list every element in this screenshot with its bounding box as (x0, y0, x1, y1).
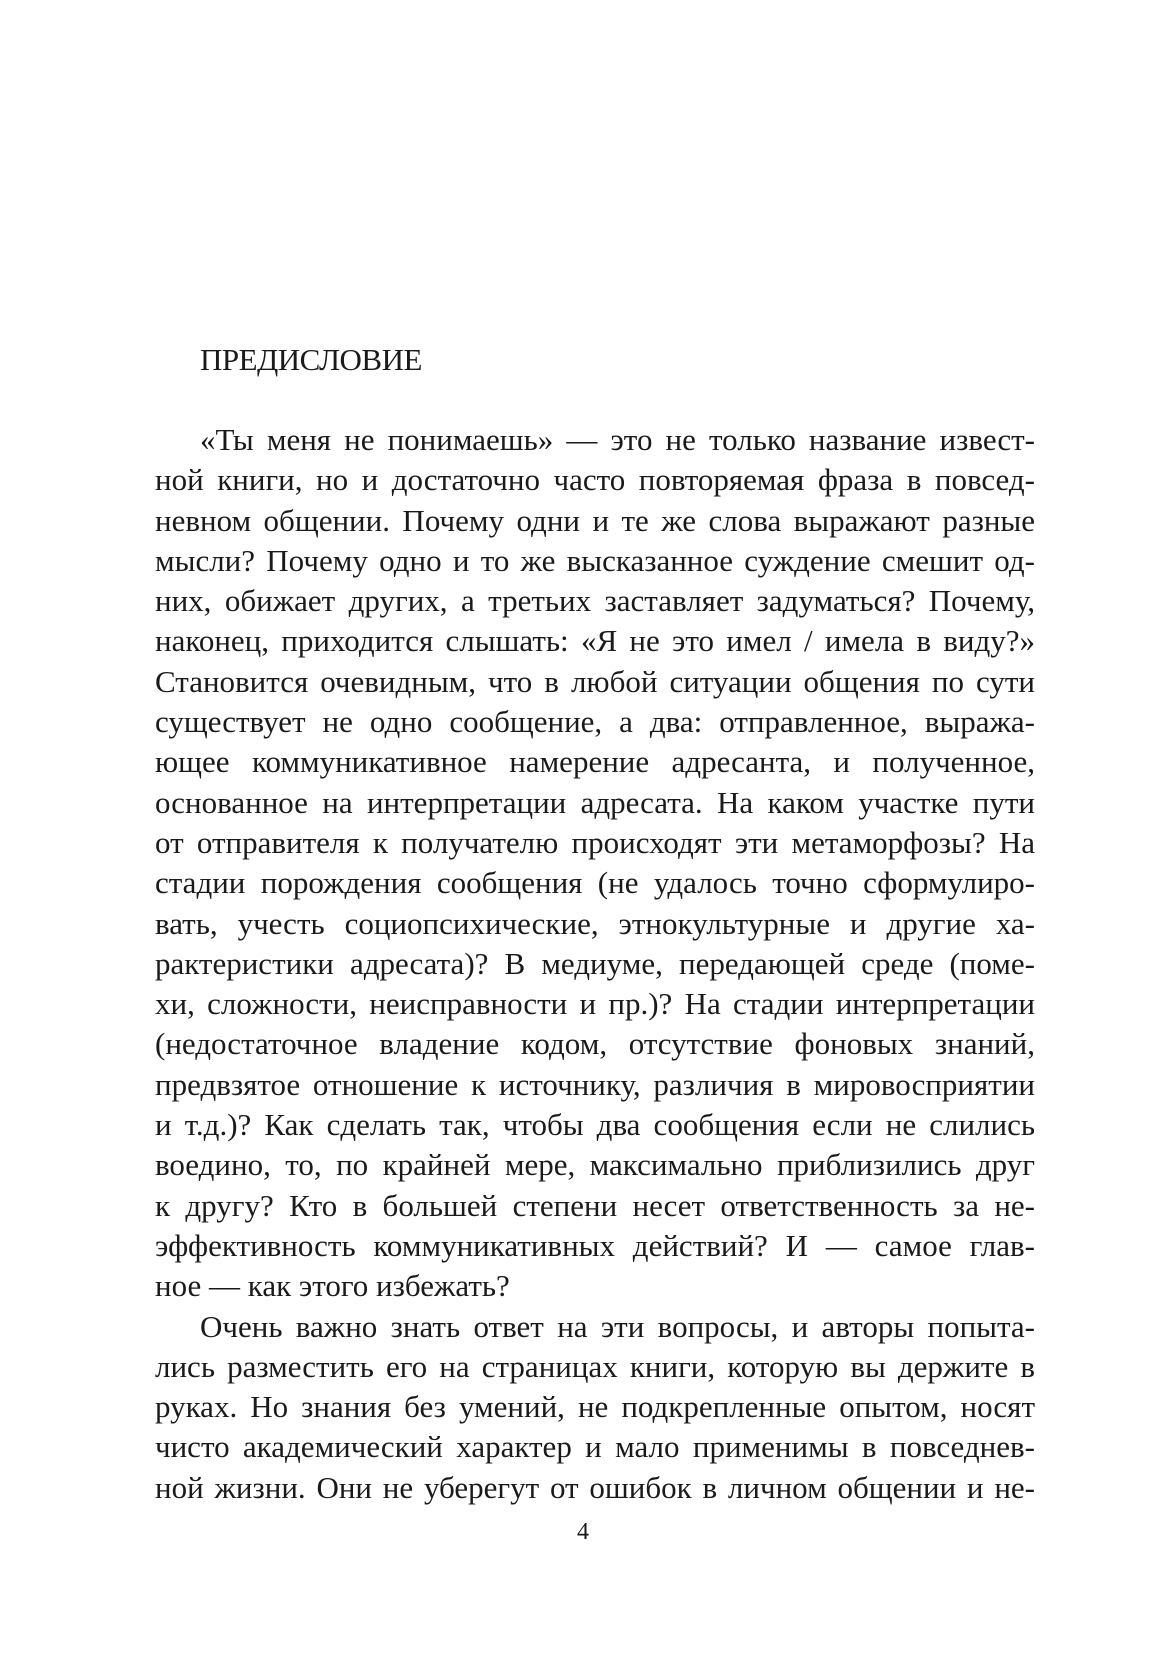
text-line: лись разместить его на страницах книги, которую вы держите в (155, 1348, 1035, 1384)
page-number: 4 (577, 1519, 589, 1545)
text-line: воедино, то, по крайней мере, максимально приблизились друг (155, 1147, 1035, 1183)
text-line: (недостаточное владение кодом, отсутствие фоновых знаний, (155, 1026, 1035, 1062)
text-line: к другу? Кто в большей степени несет ответственность за не- (155, 1187, 1035, 1223)
text-line: и т.д.)? Как сделать так, чтобы два сообщения если не слились (155, 1107, 1035, 1143)
text-line: наконец, приходится слышать: «Я не это имел / имела в виду?» (155, 623, 1035, 659)
text-line: чисто академический характер и мало применимы в повседнев- (155, 1429, 1035, 1465)
text-line: предвзятое отношение к источнику, различия в мировосприятии (155, 1066, 1035, 1102)
text-line: «Ты меня не понимаешь» — это не только название извест- (200, 422, 1035, 457)
text-line: вать, учесть социопсихические, этнокультурные и другие ха- (155, 905, 1035, 941)
paragraph (155, 420, 1035, 1307)
body-text (155, 420, 1035, 1508)
text-line: руках. Но знания без умений, не подкрепленные опытом, носят (155, 1389, 1035, 1425)
text-line: мысли? Почему одно и то же высказанное суждение смешит од- (155, 542, 1035, 578)
text-line: Становится очевидным, что в любой ситуации общения по сути (155, 663, 1035, 699)
text-line: от отправителя к получателю происходят эти метаморфозы? На (155, 824, 1035, 860)
text-line: эффективность коммуникативных действий? И — самое глав- (155, 1227, 1035, 1263)
text-line: ющее коммуникативное намерение адресанта, и полученное, (155, 744, 1035, 780)
paragraph (155, 1307, 1035, 1508)
text-line: существует не одно сообщение, а два: отправленное, выража- (155, 704, 1035, 740)
text-line: рактеристики адресата)? В медиуме, передающей среде (поме- (155, 945, 1035, 981)
text-line: основанное на интерпретации адресата. На каком участке пути (155, 784, 1035, 820)
text-line: хи, сложности, неисправности и пр.)? На стадии интерпретации (155, 986, 1035, 1022)
text-line: ное — как этого избежать? (155, 1268, 510, 1304)
text-line: ной жизни. Они не уберегут от ошибок в личном общении и не- (155, 1469, 1035, 1505)
text-line: Очень важно знать ответ на эти вопросы, и авторы попыта- (200, 1308, 1035, 1344)
text-line: невном общении. Почему одни и те же слова выражают разные (155, 502, 1035, 538)
text-line: стадии порождения сообщения (не удалось точно сформулиро- (155, 865, 1035, 901)
text-line: них, обижает других, а третьих заставляет задуматься? Почему, (155, 583, 1035, 619)
section-heading: ПРЕДИСЛОВИЕ (200, 342, 422, 377)
text-line: ной книги, но и достаточно часто повторяемая фраза в повсед- (155, 462, 1035, 498)
